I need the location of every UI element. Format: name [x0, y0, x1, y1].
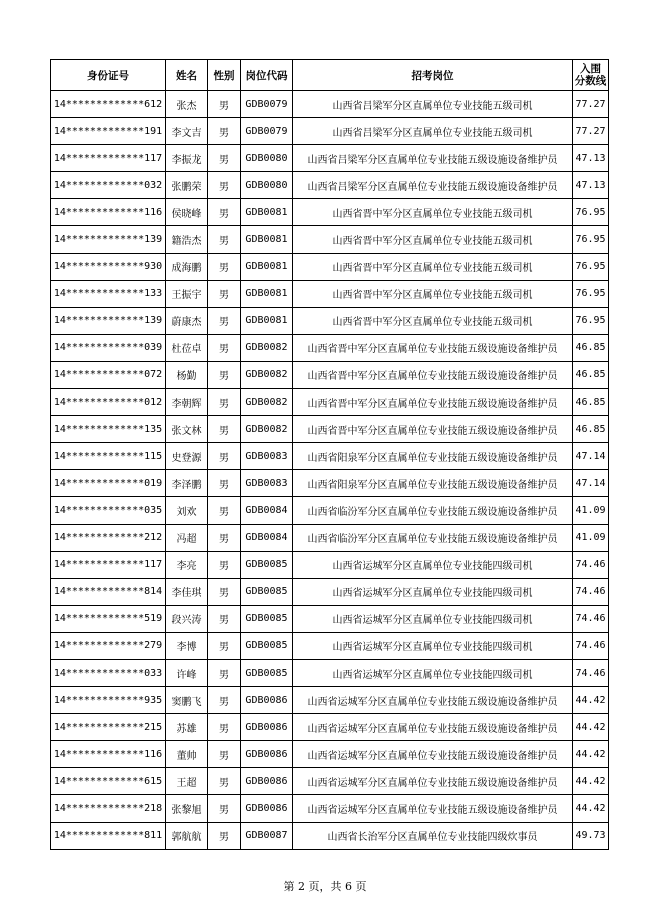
code-cell: GDB0080: [241, 145, 293, 172]
code-cell: GDB0087: [241, 822, 293, 849]
table-row: [51, 416, 609, 443]
header-gender: 性别: [208, 60, 241, 91]
position-cell: 山西省临汾军分区直属单位专业技能五级设施设备维护员: [293, 497, 573, 524]
code-cell: GDB0083: [241, 443, 293, 470]
id-cell: 14*************930: [51, 253, 166, 280]
position-cell: 山西省晋中军分区直属单位专业技能五级设施设备维护员: [293, 334, 573, 361]
table-row: [51, 741, 609, 768]
header-score-line2: 分数线: [574, 75, 607, 87]
id-cell: 14*************033: [51, 659, 166, 686]
id-cell: 14*************117: [51, 145, 166, 172]
name-cell: 许峰: [166, 659, 208, 686]
id-cell: 14*************039: [51, 334, 166, 361]
gender-cell: 男: [208, 145, 241, 172]
id-cell: 14*************279: [51, 632, 166, 659]
score-cell: 74.46: [573, 578, 609, 605]
gender-cell: 男: [208, 91, 241, 118]
table-row: [51, 795, 609, 822]
table-row: [51, 497, 609, 524]
header-score-line1: 入围: [580, 63, 601, 75]
score-cell: 76.95: [573, 199, 609, 226]
name-cell: 蔚康杰: [166, 307, 208, 334]
position-cell: 山西省运城军分区直属单位专业技能四级司机: [293, 659, 573, 686]
position-cell: 山西省晋中军分区直属单位专业技能五级司机: [293, 199, 573, 226]
name-cell: 侯晓峰: [166, 199, 208, 226]
score-cell: 74.46: [573, 659, 609, 686]
table-row: [51, 443, 609, 470]
position-cell: 山西省吕梁军分区直属单位专业技能五级设施设备维护员: [293, 145, 573, 172]
code-cell: GDB0085: [241, 632, 293, 659]
table-row: [51, 226, 609, 253]
score-cell: 77.27: [573, 118, 609, 145]
code-cell: GDB0081: [241, 226, 293, 253]
code-cell: GDB0085: [241, 659, 293, 686]
header-id: 身份证号: [51, 60, 166, 91]
score-cell: 76.95: [573, 226, 609, 253]
position-cell: 山西省运城军分区直属单位专业技能五级设施设备维护员: [293, 687, 573, 714]
table-row: [51, 578, 609, 605]
id-cell: 14*************019: [51, 470, 166, 497]
results-table: [50, 59, 609, 850]
table-row: [51, 714, 609, 741]
position-cell: 山西省晋中军分区直属单位专业技能五级设施设备维护员: [293, 361, 573, 388]
score-cell: 46.85: [573, 389, 609, 416]
position-cell: 山西省运城军分区直属单位专业技能四级司机: [293, 632, 573, 659]
gender-cell: 男: [208, 443, 241, 470]
name-cell: 李佳琪: [166, 578, 208, 605]
gender-cell: 男: [208, 118, 241, 145]
score-cell: 44.42: [573, 795, 609, 822]
code-cell: GDB0081: [241, 280, 293, 307]
position-cell: 山西省运城军分区直属单位专业技能四级司机: [293, 605, 573, 632]
score-cell: 74.46: [573, 551, 609, 578]
gender-cell: 男: [208, 687, 241, 714]
gender-cell: 男: [208, 795, 241, 822]
table-row: [51, 199, 609, 226]
gender-cell: 男: [208, 470, 241, 497]
id-cell: 14*************116: [51, 741, 166, 768]
score-cell: 47.13: [573, 172, 609, 199]
score-cell: 44.42: [573, 741, 609, 768]
name-cell: 李泽鹏: [166, 470, 208, 497]
id-cell: 14*************215: [51, 714, 166, 741]
name-cell: 王超: [166, 768, 208, 795]
score-cell: 44.42: [573, 768, 609, 795]
id-cell: 14*************212: [51, 524, 166, 551]
id-cell: 14*************135: [51, 416, 166, 443]
score-cell: 47.14: [573, 443, 609, 470]
table-row: [51, 145, 609, 172]
score-cell: 41.09: [573, 497, 609, 524]
code-cell: GDB0079: [241, 118, 293, 145]
score-cell: 46.85: [573, 416, 609, 443]
code-cell: GDB0086: [241, 795, 293, 822]
code-cell: GDB0082: [241, 389, 293, 416]
score-cell: 76.95: [573, 307, 609, 334]
gender-cell: 男: [208, 334, 241, 361]
table-row: [51, 389, 609, 416]
gender-cell: 男: [208, 659, 241, 686]
position-cell: 山西省晋中军分区直属单位专业技能五级司机: [293, 226, 573, 253]
code-cell: GDB0082: [241, 361, 293, 388]
name-cell: 苏雄: [166, 714, 208, 741]
gender-cell: 男: [208, 524, 241, 551]
score-cell: 76.95: [573, 280, 609, 307]
table-row: [51, 334, 609, 361]
position-cell: 山西省吕梁军分区直属单位专业技能五级司机: [293, 118, 573, 145]
gender-cell: 男: [208, 714, 241, 741]
code-cell: GDB0083: [241, 470, 293, 497]
table-row: [51, 470, 609, 497]
name-cell: 籍浩杰: [166, 226, 208, 253]
table-row: [51, 172, 609, 199]
id-cell: 14*************032: [51, 172, 166, 199]
header-position: 招考岗位: [293, 60, 573, 91]
name-cell: 李振龙: [166, 145, 208, 172]
code-cell: GDB0081: [241, 253, 293, 280]
id-cell: 14*************116: [51, 199, 166, 226]
table-row: [51, 822, 609, 849]
gender-cell: 男: [208, 416, 241, 443]
position-cell: 山西省吕梁军分区直属单位专业技能五级设施设备维护员: [293, 172, 573, 199]
gender-cell: 男: [208, 497, 241, 524]
id-cell: 14*************519: [51, 605, 166, 632]
id-cell: 14*************139: [51, 307, 166, 334]
id-cell: 14*************133: [51, 280, 166, 307]
name-cell: 张黎旭: [166, 795, 208, 822]
name-cell: 窦鹏飞: [166, 687, 208, 714]
header-code: 岗位代码: [241, 60, 293, 91]
gender-cell: 男: [208, 741, 241, 768]
name-cell: 段兴涛: [166, 605, 208, 632]
name-cell: 杜莅卓: [166, 334, 208, 361]
name-cell: 张文林: [166, 416, 208, 443]
position-cell: 山西省临汾军分区直属单位专业技能五级设施设备维护员: [293, 524, 573, 551]
name-cell: 李亮: [166, 551, 208, 578]
table-row: [51, 605, 609, 632]
gender-cell: 男: [208, 361, 241, 388]
name-cell: 杨勤: [166, 361, 208, 388]
code-cell: GDB0082: [241, 416, 293, 443]
name-cell: 李博: [166, 632, 208, 659]
id-cell: 14*************218: [51, 795, 166, 822]
score-cell: 41.09: [573, 524, 609, 551]
score-cell: 46.85: [573, 334, 609, 361]
position-cell: 山西省运城军分区直属单位专业技能五级设施设备维护员: [293, 768, 573, 795]
position-cell: 山西省长治军分区直属单位专业技能四级炊事员: [293, 822, 573, 849]
name-cell: 王振宇: [166, 280, 208, 307]
score-cell: 76.95: [573, 253, 609, 280]
id-cell: 14*************615: [51, 768, 166, 795]
name-cell: 冯超: [166, 524, 208, 551]
gender-cell: 男: [208, 768, 241, 795]
position-cell: 山西省晋中军分区直属单位专业技能五级司机: [293, 280, 573, 307]
code-cell: GDB0081: [241, 199, 293, 226]
position-cell: 山西省阳泉军分区直属单位专业技能五级设施设备维护员: [293, 470, 573, 497]
position-cell: 山西省晋中军分区直属单位专业技能五级司机: [293, 307, 573, 334]
gender-cell: 男: [208, 172, 241, 199]
score-cell: 74.46: [573, 632, 609, 659]
id-cell: 14*************191: [51, 118, 166, 145]
id-cell: 14*************117: [51, 551, 166, 578]
score-cell: 46.85: [573, 361, 609, 388]
position-cell: 山西省运城军分区直属单位专业技能四级司机: [293, 551, 573, 578]
code-cell: GDB0085: [241, 551, 293, 578]
score-cell: 74.46: [573, 605, 609, 632]
table-row: [51, 524, 609, 551]
code-cell: GDB0086: [241, 768, 293, 795]
code-cell: GDB0084: [241, 497, 293, 524]
code-cell: GDB0086: [241, 687, 293, 714]
table-row: [51, 280, 609, 307]
gender-cell: 男: [208, 307, 241, 334]
score-cell: 44.42: [573, 687, 609, 714]
name-cell: 张杰: [166, 91, 208, 118]
name-cell: 刘欢: [166, 497, 208, 524]
code-cell: GDB0085: [241, 605, 293, 632]
table-row: [51, 768, 609, 795]
gender-cell: 男: [208, 822, 241, 849]
table-row: [51, 551, 609, 578]
table-row: [51, 361, 609, 388]
position-cell: 山西省晋中军分区直属单位专业技能五级设施设备维护员: [293, 389, 573, 416]
table-row: [51, 91, 609, 118]
id-cell: 14*************115: [51, 443, 166, 470]
code-cell: GDB0086: [241, 714, 293, 741]
id-cell: 14*************814: [51, 578, 166, 605]
code-cell: GDB0079: [241, 91, 293, 118]
gender-cell: 男: [208, 578, 241, 605]
score-cell: 44.42: [573, 714, 609, 741]
score-cell: 77.27: [573, 91, 609, 118]
code-cell: GDB0080: [241, 172, 293, 199]
gender-cell: 男: [208, 199, 241, 226]
gender-cell: 男: [208, 253, 241, 280]
position-cell: 山西省运城军分区直属单位专业技能四级司机: [293, 578, 573, 605]
score-cell: 47.14: [573, 470, 609, 497]
name-cell: 郭航航: [166, 822, 208, 849]
table-row: [51, 632, 609, 659]
table-row: [51, 687, 609, 714]
name-cell: 董帅: [166, 741, 208, 768]
name-cell: 李朝辉: [166, 389, 208, 416]
name-cell: 史登源: [166, 443, 208, 470]
gender-cell: 男: [208, 389, 241, 416]
gender-cell: 男: [208, 551, 241, 578]
id-cell: 14*************935: [51, 687, 166, 714]
position-cell: 山西省晋中军分区直属单位专业技能五级司机: [293, 253, 573, 280]
position-cell: 山西省运城军分区直属单位专业技能五级设施设备维护员: [293, 714, 573, 741]
id-cell: 14*************811: [51, 822, 166, 849]
table-row: [51, 253, 609, 280]
table-row: [51, 118, 609, 145]
position-cell: 山西省晋中军分区直属单位专业技能五级设施设备维护员: [293, 416, 573, 443]
header-name: 姓名: [166, 60, 208, 91]
table-row: [51, 659, 609, 686]
code-cell: GDB0082: [241, 334, 293, 361]
id-cell: 14*************012: [51, 389, 166, 416]
gender-cell: 男: [208, 605, 241, 632]
code-cell: GDB0085: [241, 578, 293, 605]
table-body: [51, 91, 609, 850]
code-cell: GDB0081: [241, 307, 293, 334]
score-cell: 49.73: [573, 822, 609, 849]
name-cell: 张鹏荣: [166, 172, 208, 199]
name-cell: 成海鹏: [166, 253, 208, 280]
position-cell: 山西省吕梁军分区直属单位专业技能五级司机: [293, 91, 573, 118]
name-cell: 李文吉: [166, 118, 208, 145]
code-cell: GDB0084: [241, 524, 293, 551]
position-cell: 山西省阳泉军分区直属单位专业技能五级设施设备维护员: [293, 443, 573, 470]
id-cell: 14*************612: [51, 91, 166, 118]
gender-cell: 男: [208, 632, 241, 659]
gender-cell: 男: [208, 280, 241, 307]
position-cell: 山西省运城军分区直属单位专业技能五级设施设备维护员: [293, 741, 573, 768]
score-cell: 47.13: [573, 145, 609, 172]
gender-cell: 男: [208, 226, 241, 253]
id-cell: 14*************035: [51, 497, 166, 524]
header-row: [51, 60, 609, 91]
position-cell: 山西省运城军分区直属单位专业技能五级设施设备维护员: [293, 795, 573, 822]
table-row: [51, 307, 609, 334]
header-score: [573, 60, 609, 91]
id-cell: 14*************139: [51, 226, 166, 253]
page-footer: 第 2 页，共 6 页: [283, 880, 367, 893]
id-cell: 14*************072: [51, 361, 166, 388]
code-cell: GDB0086: [241, 741, 293, 768]
